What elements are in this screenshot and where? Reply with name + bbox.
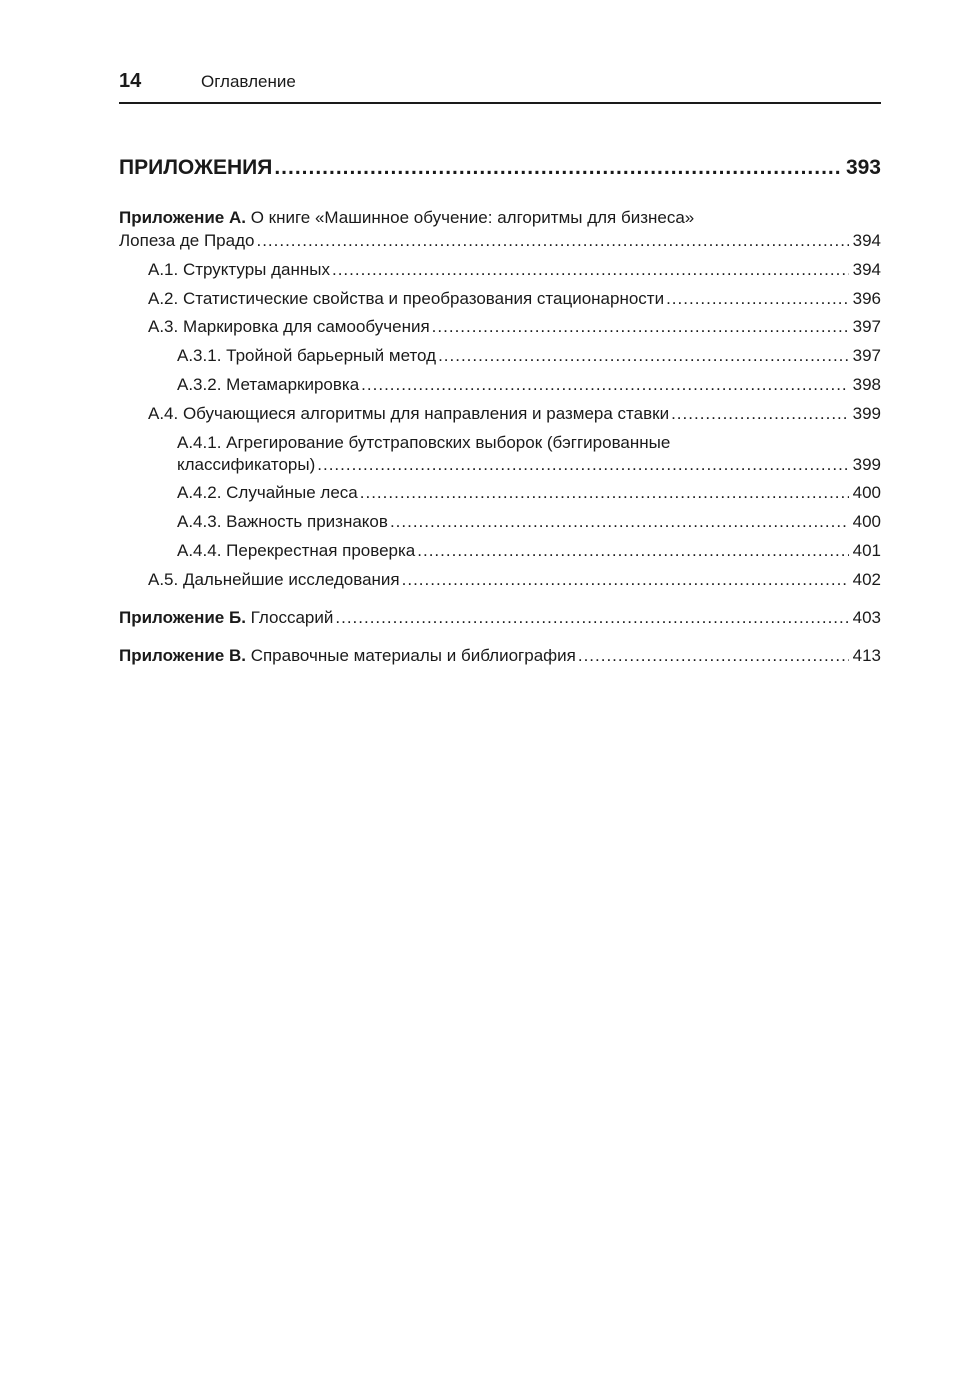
dot-leader [402, 569, 849, 591]
toc-page-number: 400 [852, 483, 881, 503]
toc-appendix-title-cont: Лопеза де Прадо [119, 231, 255, 250]
toc-appendix-c [119, 645, 881, 667]
dot-leader [274, 154, 842, 182]
toc-page-number: 399 [852, 454, 881, 474]
toc-entry-a3-1[interactable] [119, 345, 881, 367]
toc-page-number: 394 [852, 231, 881, 250]
dot-leader [671, 403, 849, 425]
toc-entry-title: А.3.1. Тройной барьерный метод [177, 346, 437, 366]
toc-page-number: 400 [852, 512, 881, 532]
toc-appendix-title: Справочные материалы и библиография [250, 645, 576, 665]
toc-appendix-label: Приложение Б. [119, 607, 246, 627]
toc-entry-a3-2[interactable] [119, 374, 881, 396]
page-number: 14 [119, 70, 142, 92]
dot-leader [317, 454, 848, 476]
dot-leader [361, 374, 848, 396]
toc-entry-a4-2[interactable] [119, 482, 881, 504]
dot-leader [360, 482, 849, 504]
dot-leader [417, 540, 848, 562]
dot-leader [256, 230, 848, 252]
toc-appendix-heading [119, 645, 576, 667]
toc-entry-a5[interactable] [119, 569, 881, 591]
toc-entry-title: А.4.4. Перекрестная проверка [177, 540, 416, 560]
dot-leader [578, 645, 849, 667]
toc-page-number: 399 [852, 403, 881, 423]
toc-page-number: 413 [852, 645, 881, 665]
toc-page-number: 397 [852, 346, 881, 366]
toc-entry-a4-1[interactable] [119, 432, 881, 454]
toc-entry-title: А.5. Дальнейшие исследования [148, 569, 400, 589]
toc-part-appendices[interactable] [119, 154, 881, 182]
toc-entry-a4-4[interactable] [119, 540, 881, 562]
toc-entry-title: А.4.2. Случайные леса [177, 483, 358, 503]
dot-leader [390, 511, 849, 533]
running-head [119, 70, 881, 104]
toc-appendix-b-heading[interactable] [119, 607, 881, 629]
toc-entry-title: А.4. Обучающиеся алгоритмы для направления и размера ставки [148, 403, 670, 423]
toc-appendix-a-heading[interactable] [119, 206, 881, 230]
toc-entry-title: А.4.1. Агрегирование бутстраповских выборок (бэггированные [177, 432, 671, 452]
toc-appendix-title: Глоссарий [250, 607, 334, 627]
toc-appendix-c-heading[interactable] [119, 645, 881, 667]
toc-entry-title: А.3.2. Метамаркировка [177, 374, 360, 394]
page [119, 70, 881, 683]
toc-page-number: 402 [852, 569, 881, 589]
toc-appendix-a [119, 206, 881, 591]
dot-leader [432, 316, 849, 338]
toc-entry-a3[interactable] [119, 316, 881, 338]
toc-entry-a4-1-cont[interactable] [119, 454, 881, 476]
toc-entry-title: А.4.3. Важность признаков [177, 512, 388, 532]
toc-appendix-label: Приложение А. [119, 208, 246, 227]
dot-leader [335, 607, 848, 629]
running-title: Оглавление [201, 72, 296, 91]
toc-page-number: 398 [852, 374, 881, 394]
toc-entry-title: А.2. Статистические свойства и преобразования стационарности [148, 288, 665, 308]
table-of-contents [119, 154, 881, 667]
toc-entry-a4[interactable] [119, 403, 881, 425]
toc-entry-title: А.1. Структуры данных [148, 259, 330, 279]
toc-appendix-heading [119, 607, 333, 629]
toc-appendix-b [119, 607, 881, 629]
toc-page-number: 403 [852, 607, 881, 627]
toc-entry-title: А.3. Маркировка для самообучения [148, 317, 430, 337]
dot-leader [666, 288, 849, 310]
toc-entry-a2[interactable] [119, 288, 881, 310]
toc-appendix-title: О книге «Машинное обучение: алгоритмы для бизнеса» [250, 208, 695, 227]
toc-page-number: 397 [852, 317, 881, 337]
toc-appendix-label: Приложение В. [119, 645, 246, 665]
dot-leader [438, 345, 849, 367]
toc-page-number: 401 [852, 540, 881, 560]
toc-appendix-a-heading-cont[interactable] [119, 230, 881, 252]
toc-entry-title-cont: классификаторы) [177, 454, 316, 474]
toc-page-number: 396 [852, 288, 881, 308]
toc-page-number: 393 [845, 156, 881, 179]
toc-entry-a4-3[interactable] [119, 511, 881, 533]
toc-page-number: 394 [852, 259, 881, 279]
dot-leader [332, 259, 849, 281]
toc-entry-a1[interactable] [119, 259, 881, 281]
toc-part-title: ПРИЛОЖЕНИЯ [119, 156, 273, 179]
